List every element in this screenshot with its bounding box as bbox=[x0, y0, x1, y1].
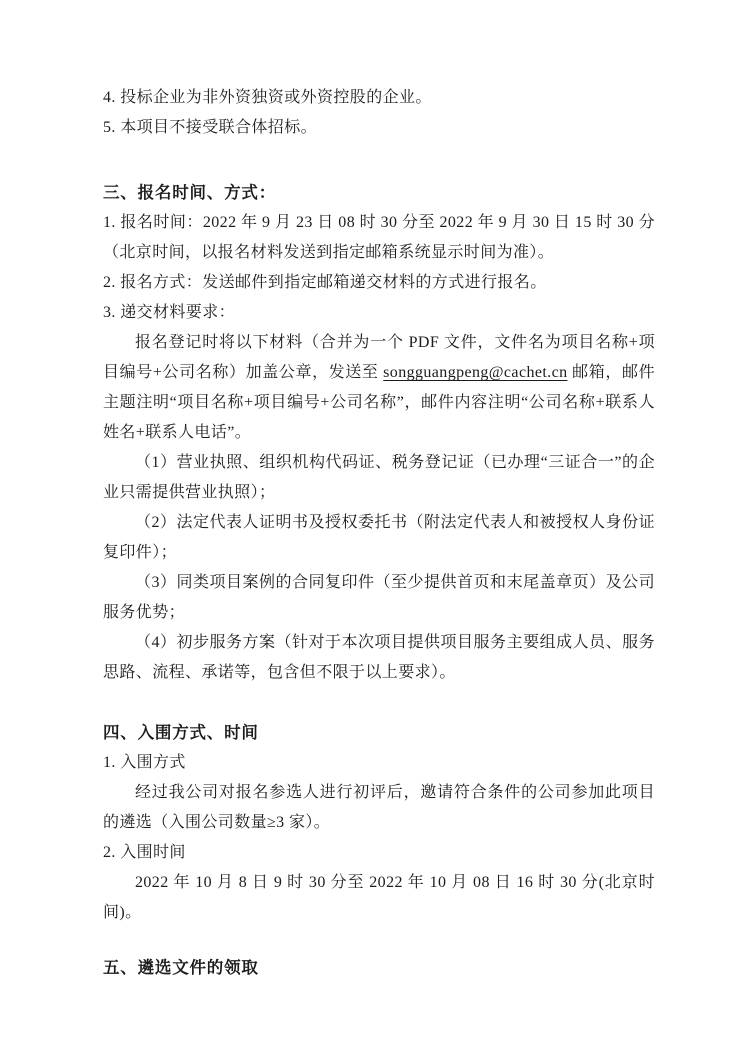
section-4-shortlist-method-label: 1. 入围方式 bbox=[103, 754, 186, 771]
section-3-heading: 三、报名时间、方式： bbox=[103, 183, 276, 202]
section-5-heading: 五、遴选文件的领取 bbox=[103, 958, 259, 977]
section-4-shortlist-method-text: 经过我公司对报名参选人进行初评后，邀请符合条件的公司参加此项目的遴选（入围公司数量≥3 家）。 bbox=[103, 784, 655, 831]
material-item-3: （3）同类项目案例的合同复印件（至少提供首页和末尾盖章页）及公司服务优势； bbox=[103, 574, 655, 621]
submission-text-after-email: 邮箱，邮件主题注明“项目名称+项目编号+公司名称”，邮件内容注明“公司名称+联系人姓名+联系人电话”。 bbox=[103, 364, 655, 441]
section-3-registration-method: 2. 报名方式：发送邮件到指定邮箱递交材料的方式进行报名。 bbox=[103, 274, 547, 291]
material-item-2: （2）法定代表人证明书及授权委托书（附法定代表人和被授权人身份证复印件）； bbox=[103, 514, 655, 561]
section-4-heading: 四、入围方式、时间 bbox=[103, 723, 259, 742]
section-3-material-requirements: 3. 递交材料要求： bbox=[103, 304, 236, 321]
condition-item-5: 5. 本项目不接受联合体招标。 bbox=[103, 119, 318, 136]
section-3-registration-time: 1. 报名时间：2022 年 9 月 23 日 08 时 30 分至 2022 年 9 月 30 日 15 时 30 分（北京时间，以报名材料发送到指定邮箱系统显示时间为准）。 bbox=[103, 214, 655, 261]
section-4-shortlist-time-label: 2. 入围时间 bbox=[103, 844, 186, 861]
section-4-shortlist-time-text: 2022 年 10 月 8 日 9 时 30 分至 2022 年 10 月 08 日 16 时 30 分(北京时间)。 bbox=[103, 874, 655, 921]
section-3-submission-paragraph bbox=[103, 328, 655, 448]
material-item-4: （4）初步服务方案（针对于本次项目提供项目服务主要组成人员、服务思路、流程、承诺等，包含但不限于以上要求）。 bbox=[103, 634, 655, 681]
material-item-1: （1）营业执照、组织机构代码证、税务登记证（已办理“三证合一”的企业只需提供营业执照）； bbox=[103, 454, 655, 501]
condition-item-4: 4. 投标企业为非外资独资或外资控股的企业。 bbox=[103, 89, 432, 106]
submission-text-before-email: 报名登记时将以下材料（合并为一个 PDF 文件，文件名为项目名称+项目编号+公司名称）加盖公章，发送至 bbox=[103, 334, 655, 381]
contact-email-address: songguangpeng@cachet.cn bbox=[383, 364, 568, 381]
